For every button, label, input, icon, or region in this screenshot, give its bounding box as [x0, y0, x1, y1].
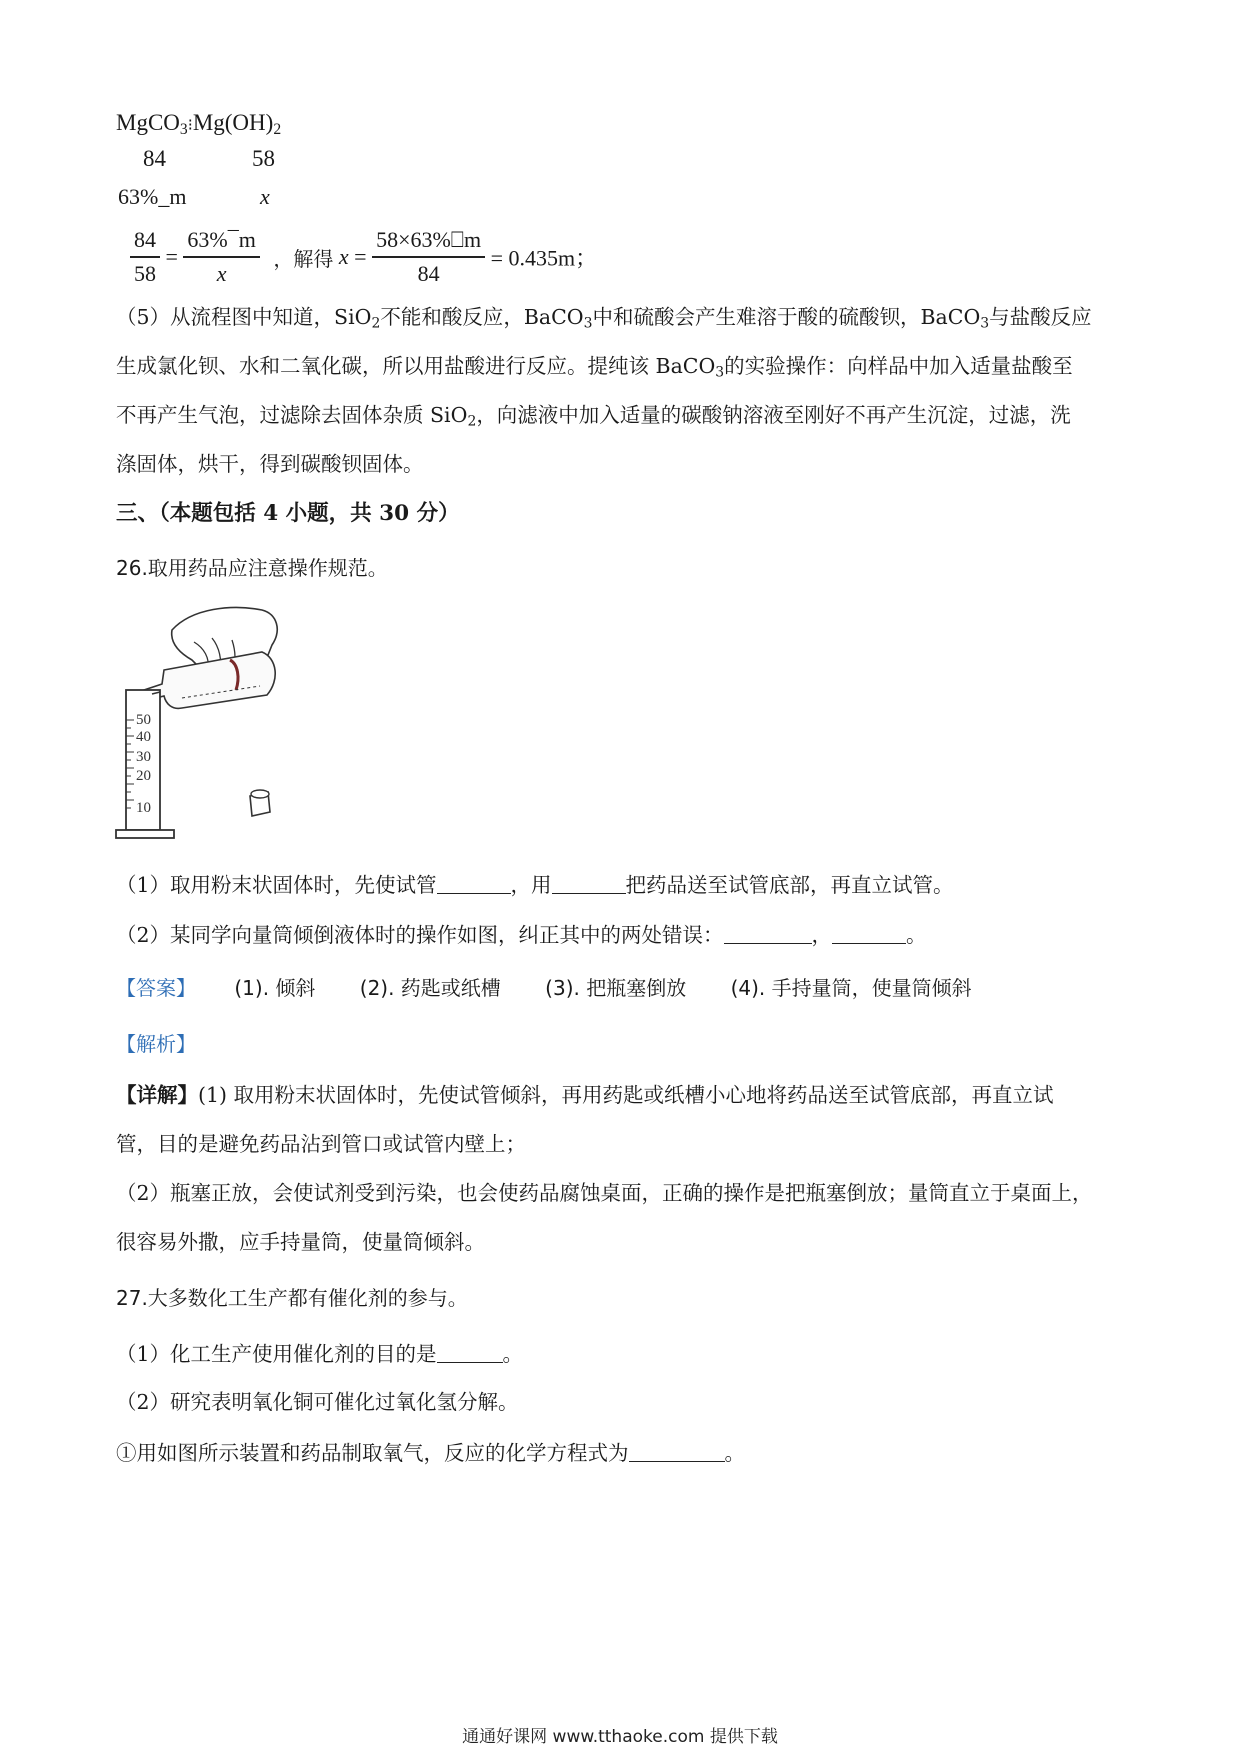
quantity-left: 63%_m — [118, 184, 187, 209]
section-heading: 三、（本题包括 4 小题，共 30 分） — [116, 501, 460, 526]
sub-2: 2 — [273, 120, 282, 138]
mark-40: 40 — [136, 729, 151, 745]
text: （5）从流程图中知道，SiO — [116, 305, 372, 329]
fraction-84-58 — [130, 224, 160, 290]
result-value: = 0.435m； — [490, 245, 598, 271]
text: ，向滤液中加入适量的碳酸钠溶液至刚好不再产生沉淀，过滤，洗 — [476, 403, 1071, 427]
answer-row — [116, 972, 972, 1001]
fraction-mass-x — [183, 224, 259, 290]
reactant-mgco3: MgCO — [116, 110, 180, 135]
q27-sub1 — [116, 1337, 523, 1367]
answer-2: (2). 药匙或纸槽 — [359, 976, 501, 1000]
q27-sub2: （2）研究表明氧化铜可催化过氧化氢分解。 — [116, 1390, 519, 1414]
frac1-numerator: 84 — [130, 224, 160, 258]
answer-label: 【答案】 — [116, 976, 196, 1000]
answer-blank[interactable] — [832, 927, 906, 944]
answer-blank[interactable] — [437, 877, 511, 894]
product-mgoh2: Mg(OH) — [192, 110, 274, 135]
text: 不能和酸反应，BaCO — [380, 305, 584, 329]
mark-10: 10 — [136, 800, 151, 816]
sub: 3 — [980, 315, 990, 332]
q26-sub1 — [116, 868, 954, 898]
q27-sub3 — [116, 1436, 745, 1466]
para5-line-1 — [116, 300, 1092, 330]
detail-line-4: 很容易外撒，应手持量筒，使量筒倾斜。 — [116, 1230, 485, 1254]
text: （1）化工生产使用催化剂的目的是 — [116, 1342, 437, 1366]
solve-text: ，解得 — [273, 246, 334, 271]
mark-50: 50 — [136, 712, 151, 728]
cylinder-base — [116, 830, 174, 838]
answer-blank[interactable] — [724, 927, 812, 944]
answer-blank[interactable] — [629, 1445, 725, 1462]
mass-right: 58 — [252, 146, 275, 171]
detail-label: 【详解】 — [116, 1083, 198, 1107]
answer-blank[interactable] — [437, 1346, 503, 1363]
page-footer: 通通好课网 www.tthaoke.com 提供下载 — [462, 1727, 778, 1747]
frac2-denominator: x — [216, 261, 227, 286]
pouring-illustration — [112, 600, 312, 850]
sub: 2 — [467, 413, 477, 430]
sub-3: 3 — [179, 120, 188, 138]
text: 。 — [502, 1342, 524, 1366]
mark-20: 20 — [136, 768, 151, 784]
frac3-numerator: 58×63%⎕m — [372, 224, 485, 258]
answer-1: (1). 倾斜 — [234, 976, 316, 1000]
sub: 3 — [583, 315, 593, 332]
fraction-result — [372, 224, 485, 290]
text: (1) 取用粉末状固体时，先使试管倾斜，再用药匙或纸槽小心地将药品送至试管底部，再直立试 — [198, 1083, 1054, 1107]
proportion-equation — [130, 224, 597, 290]
analysis-label: 【解析】 — [116, 1032, 196, 1056]
frac1-denominator: 58 — [134, 261, 156, 286]
para5-line-2 — [116, 349, 1073, 379]
mass-left: 84 — [143, 146, 166, 171]
para5-line-3 — [116, 398, 1071, 428]
detail-line-1 — [116, 1078, 1054, 1108]
text: （1）取用粉末状固体时，先使试管 — [116, 873, 437, 897]
text: 不再产生气泡，过滤除去固体杂质 SiO — [116, 403, 468, 427]
text: 与盐酸反应 — [989, 305, 1092, 329]
q27-title: 27.大多数化工生产都有催化剂的参与。 — [116, 1286, 468, 1310]
frac3-denominator: 84 — [417, 261, 440, 286]
text: 把药品送至试管底部，再直立试管。 — [625, 873, 954, 897]
detail-line-3: （2）瓶塞正放，会使试剂受到污染，也会使药品腐蚀桌面，正确的操作是把瓶塞倒放；量筒直立于桌面上， — [116, 1181, 1093, 1205]
text: 生成氯化钡、水和二氧化碳，所以用盐酸进行反应。提纯该 BaCO — [116, 354, 716, 378]
mark-30: 30 — [136, 749, 151, 765]
text: ， — [811, 923, 833, 947]
separator-glyph: ⁝ — [187, 115, 193, 134]
quantity-right: x — [260, 184, 270, 209]
reaction-equation — [116, 110, 281, 136]
text: 中和硫酸会产生难溶于酸的硫酸钡，BaCO — [592, 305, 981, 329]
text: ，用 — [510, 873, 552, 897]
text: 的实验操作：向样品中加入适量盐酸至 — [724, 354, 1073, 378]
text: ①用如图所示装置和药品制取氧气，反应的化学方程式为 — [116, 1441, 629, 1465]
text: 。 — [724, 1441, 745, 1465]
equals-sign-2: = — [354, 244, 367, 269]
solve-variable: x — [338, 244, 349, 269]
detail-line-2: 管，目的是避免药品沾到管口或试管内壁上； — [116, 1132, 526, 1156]
answer-blank[interactable] — [552, 877, 626, 894]
sub: 3 — [715, 364, 725, 381]
answer-4: (4). 手持量筒，使量筒倾斜 — [730, 976, 972, 1000]
para5-line-4: 涤固体，烘干，得到碳酸钡固体。 — [116, 452, 424, 476]
q26-sub2 — [116, 918, 927, 948]
equals-sign: = — [165, 244, 178, 269]
sub: 2 — [371, 315, 381, 332]
answer-3: (3). 把瓶塞倒放 — [545, 976, 687, 1000]
text: 。 — [906, 923, 927, 947]
frac2-numerator: 63%¯m — [183, 224, 259, 258]
q26-title: 26.取用药品应注意操作规范。 — [116, 556, 388, 580]
text: （2）某同学向量筒倾倒液体时的操作如图，纠正其中的两处错误： — [116, 923, 724, 947]
